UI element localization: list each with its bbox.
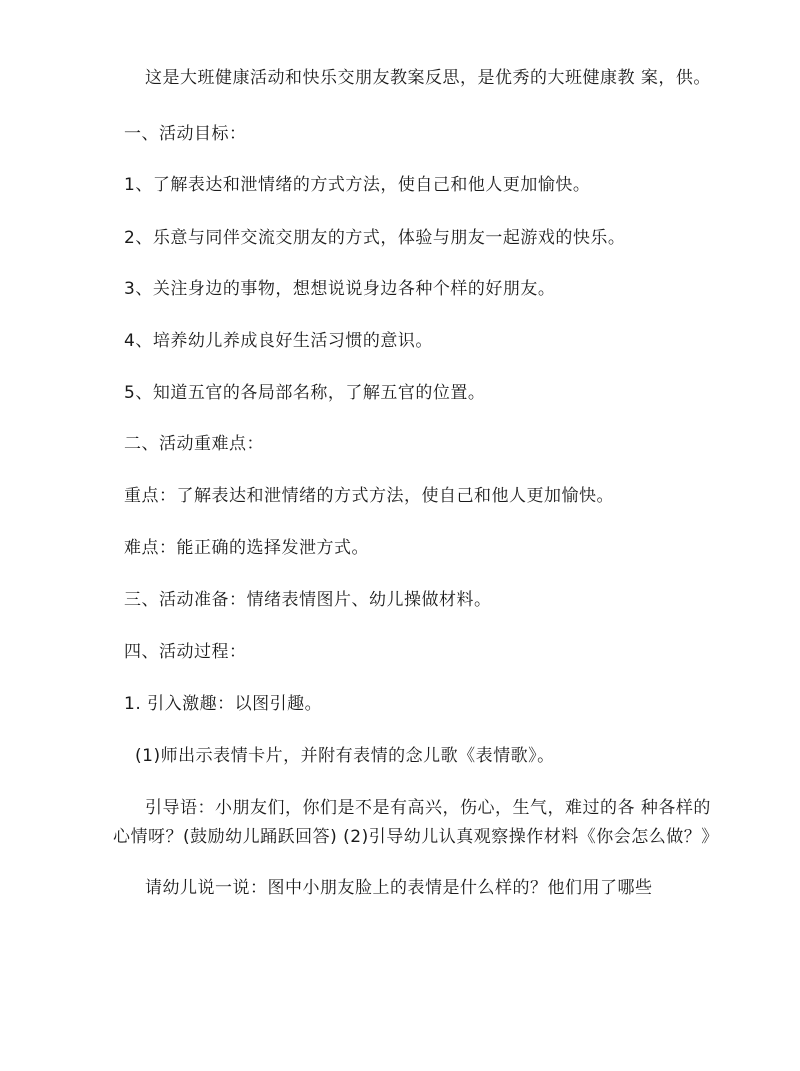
difficulty-text: 难点：能正确的选择发泄方式。	[124, 538, 369, 558]
ask-text-line: 请幼儿说一说：图中小朋友脸上的表情是什么样的？他们用了哪些	[145, 878, 653, 898]
goal-item-3: 3、关注身边的事物，想想说说身边各种个样的好朋友。	[124, 279, 556, 299]
key-point-text: 重点：了解表达和泄情绪的方式方法，使自己和他人更加愉快。	[124, 486, 614, 506]
section-heading-process: 四、活动过程：	[124, 642, 247, 662]
section-preparation: 三、活动准备：情绪表情图片、幼儿操做材料。	[124, 590, 492, 610]
section-heading-key-points: 二、活动重难点：	[124, 434, 264, 454]
intro-paragraph: 这是大班健康活动和快乐交朋友教案反思，是优秀的大班健康教 案，供。	[145, 68, 711, 88]
goal-item-5: 5、知道五官的各局部名称，了解五官的位置。	[124, 383, 486, 403]
step-1-sub-text: (1)师出示表情卡片，并附有表情的念儿歌《表情歌》。	[135, 746, 555, 766]
step-1-text: 1. 引入激趣：以图引趣。	[124, 694, 323, 714]
guide-text-line-1: 引导语：小朋友们，你们是不是有高兴，伤心，生气，难过的各 种各样的	[145, 798, 711, 818]
section-heading-goals: 一、活动目标：	[124, 124, 247, 144]
goal-item-4: 4、培养幼儿养成良好生活习惯的意识。	[124, 331, 433, 351]
goal-item-2: 2、乐意与同伴交流交朋友的方式，体验与朋友一起游戏的快乐。	[124, 228, 626, 248]
guide-text-line-2: 心情呀？(鼓励幼儿踊跃回答) (2)引导幼儿认真观察操作材料《你会怎么做？》	[113, 827, 719, 847]
goal-item-1: 1、了解表达和泄情绪的方式方法，使自己和他人更加愉快。	[124, 175, 591, 195]
